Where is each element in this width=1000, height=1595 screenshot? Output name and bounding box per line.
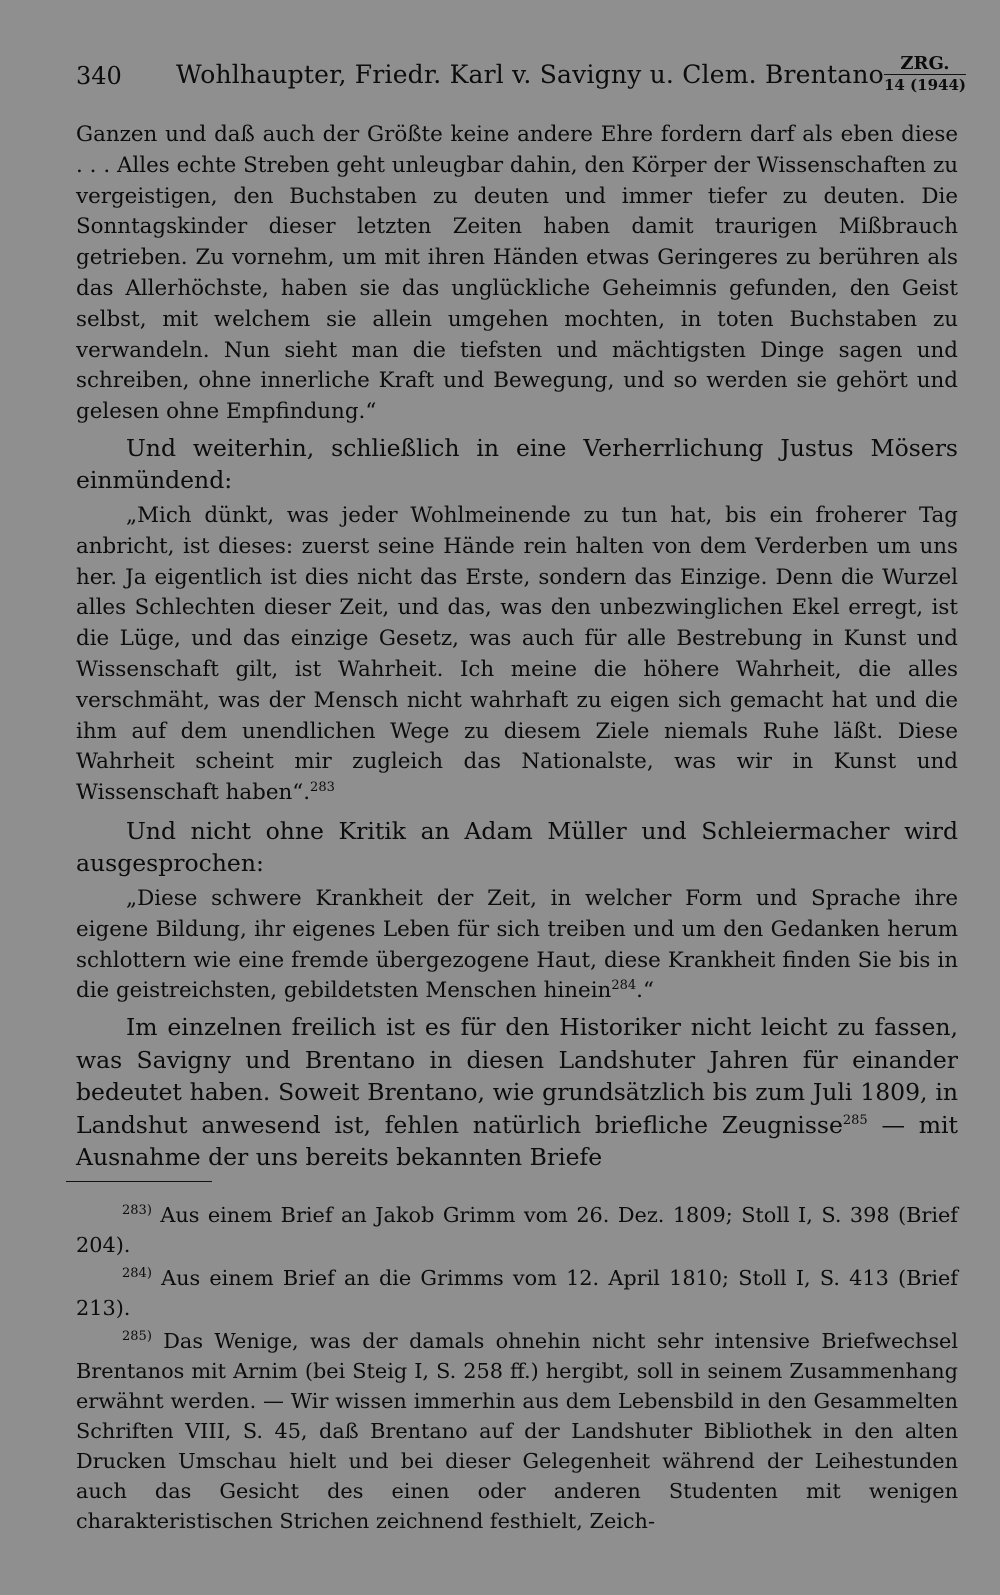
- body-paragraph: [76, 1011, 958, 1174]
- paragraph-text: Ganzen und daß auch der Größte keine andere Ehre fordern darf als eben diese . . . Alles echte Streben geht unleugbar dahin, den Körper der Wissenschaften zu vergeistigen, den Buchstaben zu deuten und immer tiefer zu deuten. Die Sonntagskinder dieser letzten Zeiten haben damit traurigen Mißbrauch getrieben. Zu vornehm, um mit ihren Händen etwas Geringeres zu berühren als das Allerhöchste, haben sie das unglückliche Geheimnis gefunden, den Geist selbst, mit welchem sie allein umgehen mochten, in toten Buchstaben zu verwandeln. Nun sieht man die tiefsten und mächtigsten Dinge sagen und schreiben, ohne innerliche Kraft und Bewegung, und so werden sie gehört und gelesen ohne Empfindung.“: [76, 122, 958, 425]
- journal-reference: [884, 54, 966, 95]
- quote-paragraph: [76, 120, 958, 428]
- paragraph-text: „Mich dünkt, was jeder Wohlmeinende zu tun hat, bis ein froherer Tag anbricht, ist dieses: zuerst seine Hände rein halten von dem Verderben um uns her. Ja eigentlich ist dies nicht das Erste, sondern das Einzige. Denn die Wurzel alles Schlechten dieser Zeit, und das, was den unbezwinglichen Ekel erregt, ist die Lüge, und das einzige Gesetz, was auch für alle Bestrebung in Kunst und Wissenschaft gilt, ist Wahrheit. Ich meine die höhere Wahrheit, die alles verschmäht, was der Mensch nicht wahrhaft zu eigen sich gemacht hat und die ihm auf dem unendlichen Wege zu diesem Ziele niemals Ruhe läßt. Diese Wahrheit scheint mir zugleich das Nationalste, was wir in Kunst und Wissenschaft haben“.: [76, 502, 958, 806]
- paragraph-text-tail: — mit Ausnahme der uns bereits bekannten Briefe: [76, 1110, 958, 1172]
- body-paragraph: [76, 432, 958, 497]
- footnote-text: Aus einem Brief an Jakob Grimm vom 26. Dez. 1809; Stoll I, S. 398 (Brief 204).: [76, 1203, 958, 1257]
- paragraph-text: Und nicht ohne Kritik an Adam Müller und Schleiermacher wird ausgesprochen:: [76, 816, 958, 878]
- page-header: [76, 54, 966, 98]
- quote-paragraph: [76, 884, 958, 1007]
- footnote-text: Aus einem Brief an die Grimms vom 12. April 1810; Stoll I, S. 413 (Brief 213).: [76, 1266, 958, 1320]
- paragraph-text: „Diese schwere Krankheit der Zeit, in welcher Form und Sprache ihre eigene Bildung, ihr eigenes Leben für sich treiben und um den Gedanken herum schlottern wie eine fremde übergezogene Haut, diese Krankheit finden Sie bis in die geistreichsten, gebildetsten Menschen hinein: [76, 885, 958, 1004]
- paragraph-text-tail: .“: [636, 978, 654, 1004]
- journal-abbreviation: ZRG.: [884, 54, 966, 75]
- body-paragraph: [76, 815, 958, 880]
- running-title: Wohlhaupter, Friedr. Karl v. Savigny u. Clem. Brentano: [176, 60, 884, 89]
- footnote-reference: 285: [842, 1112, 868, 1128]
- footnote-reference: 283: [310, 780, 335, 796]
- footnote: [76, 1200, 958, 1260]
- footnote-number: 284): [122, 1266, 152, 1282]
- paragraph-text: Im einzelnen freilich ist es für den Historiker nicht leicht zu fassen, was Savigny und Brentano in diesen Landshuter Jahren für einander bedeutet haben. Soweit Brentano, wie grundsätzlich bis zum Juli 1809, in Landshut anwesend ist, fehlen natürlich briefliche Zeugnisse: [76, 1013, 958, 1139]
- paragraph-text: Und weiterhin, schließlich in eine Verherrlichung Justus Mösers einmündend:: [76, 433, 958, 495]
- page-number: 340: [76, 62, 122, 90]
- footnote: [76, 1263, 958, 1323]
- footnote-text: Das Wenige, was der damals ohnehin nicht sehr intensive Briefwechsel Brentanos mit Arnim (bei Steig I, S. 258 ff.) hergibt, soll in seinem Zusammenhang erwähnt werden. — Wir wissen immerhin aus dem Lebensbild in den Gesammelten Schriften VIII, S. 45, daß Brentano auf der Landshuter Bibliothek in den alten Drucken Umschau hielt und bei dieser Gelegenheit während der Leihestunden auch das Gesicht des einen oder anderen Studenten mit wenigen charakteristischen Strichen zeichnend festhielt, Zeich-: [76, 1329, 958, 1533]
- quote-paragraph: [76, 501, 958, 809]
- main-text: [76, 120, 958, 1174]
- footnote: [76, 1326, 958, 1536]
- footnotes: [76, 1200, 958, 1539]
- footnote-reference: 284: [611, 978, 637, 994]
- footnote-separator: [66, 1181, 212, 1182]
- footnote-number: 283): [122, 1203, 152, 1219]
- footnote-number: 285): [122, 1329, 152, 1345]
- journal-volume-year: 14 (1944): [883, 76, 966, 94]
